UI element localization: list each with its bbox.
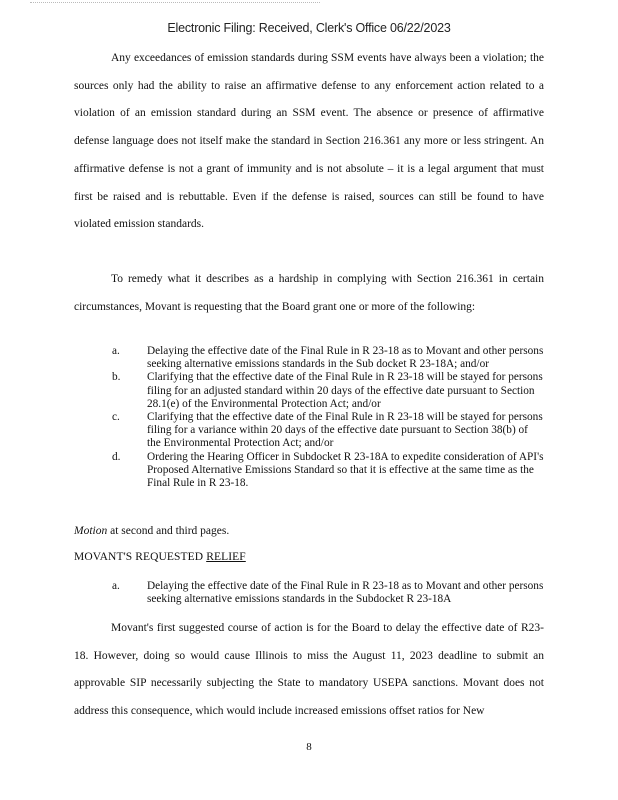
heading-underlined: RELIEF bbox=[206, 551, 246, 563]
section-heading bbox=[74, 551, 246, 563]
list-item bbox=[0, 371, 618, 411]
paragraph-affirmative-defense: Any exceedances of emission standards during SSM events have always been a violation; the sources only had the ability to raise an affirmative defense to any enforcement action related to a violation of an emission standard during an SSM event. The absence or presence of affirmative defense language does not itself make the standard in Section 216.361 any more or less stringent. An affirmative defense is not a grant of immunity and is not absolute – it is a legal argument that must first be raised and is rebuttable. Even if the defense is raised, sources can still be found to have violated emission standards. bbox=[74, 52, 544, 231]
list-item-letter: a. bbox=[112, 580, 120, 592]
list-item-text: Clarifying that the effective date of the Final Rule in R 23-18 will be stayed for persons filing for a variance within 20 days of the effective date pursuant to Section 38(b) of the Environmental Protection Act; and/or bbox=[147, 411, 543, 450]
motion-rest: at second and third pages. bbox=[107, 525, 230, 537]
relief-item-repeat bbox=[0, 580, 618, 606]
motion-citation bbox=[74, 525, 229, 537]
list-item-text: Delaying the effective date of the Final Rule in R 23-18 as to Movant and other persons seeking alternative emissions standards in the Subdocket R 23-18A bbox=[147, 580, 544, 606]
scan-artifact bbox=[30, 2, 320, 4]
page-number: 8 bbox=[306, 741, 312, 753]
filing-stamp: Electronic Filing: Received, Clerk's Office 06/22/2023 bbox=[167, 21, 451, 35]
list-item-letter: c. bbox=[112, 411, 120, 424]
list-item bbox=[0, 580, 618, 606]
list-item bbox=[0, 451, 618, 491]
list-item bbox=[0, 411, 618, 451]
list-item-letter: d. bbox=[112, 450, 121, 463]
list-item-letter: b. bbox=[112, 371, 121, 384]
list-item-letter: a. bbox=[112, 345, 120, 357]
motion-italic: Motion bbox=[74, 525, 108, 537]
list-item bbox=[0, 345, 618, 371]
list-item-text: Clarifying that the effective date of the Final Rule in R 23-18 will be stayed for persons filing for an adjusted standard within 20 days of the effective date pursuant to Section 28.1(e) of the Environmental Protection Act; and/or bbox=[147, 371, 543, 410]
heading-prefix: MOVANT'S REQUESTED bbox=[74, 551, 207, 563]
list-item-text: Delaying the effective date of the Final Rule in R 23-18 as to Movant and other persons seeking alternative emissions standards in the Sub docket R 23-18A; and/or bbox=[147, 345, 544, 371]
paragraph-remedy-request: To remedy what it describes as a hardship in complying with Section 216.361 in certain circumstances, Movant is requesting that the Board grant one or more of the following: bbox=[74, 273, 544, 313]
paragraph-first-course: Movant's first suggested course of action is for the Board to delay the effective date of R23-18. However, doing so would cause Illinois to miss the August 11, 2023 deadline to submit an approvable SIP necessarily subjecting the State to mandatory USEPA sanctions. Movant does not address this consequence, which would include increased emissions offset ratios for New bbox=[74, 622, 544, 718]
list-item-text: Ordering the Hearing Officer in Subdocket R 23-18A to expedite consideration of API's Proposed Alternative Emissions Standard so that it is effective at the same time as the Final Rule in R 23-18. bbox=[147, 450, 544, 490]
requested-relief-list bbox=[0, 345, 618, 490]
